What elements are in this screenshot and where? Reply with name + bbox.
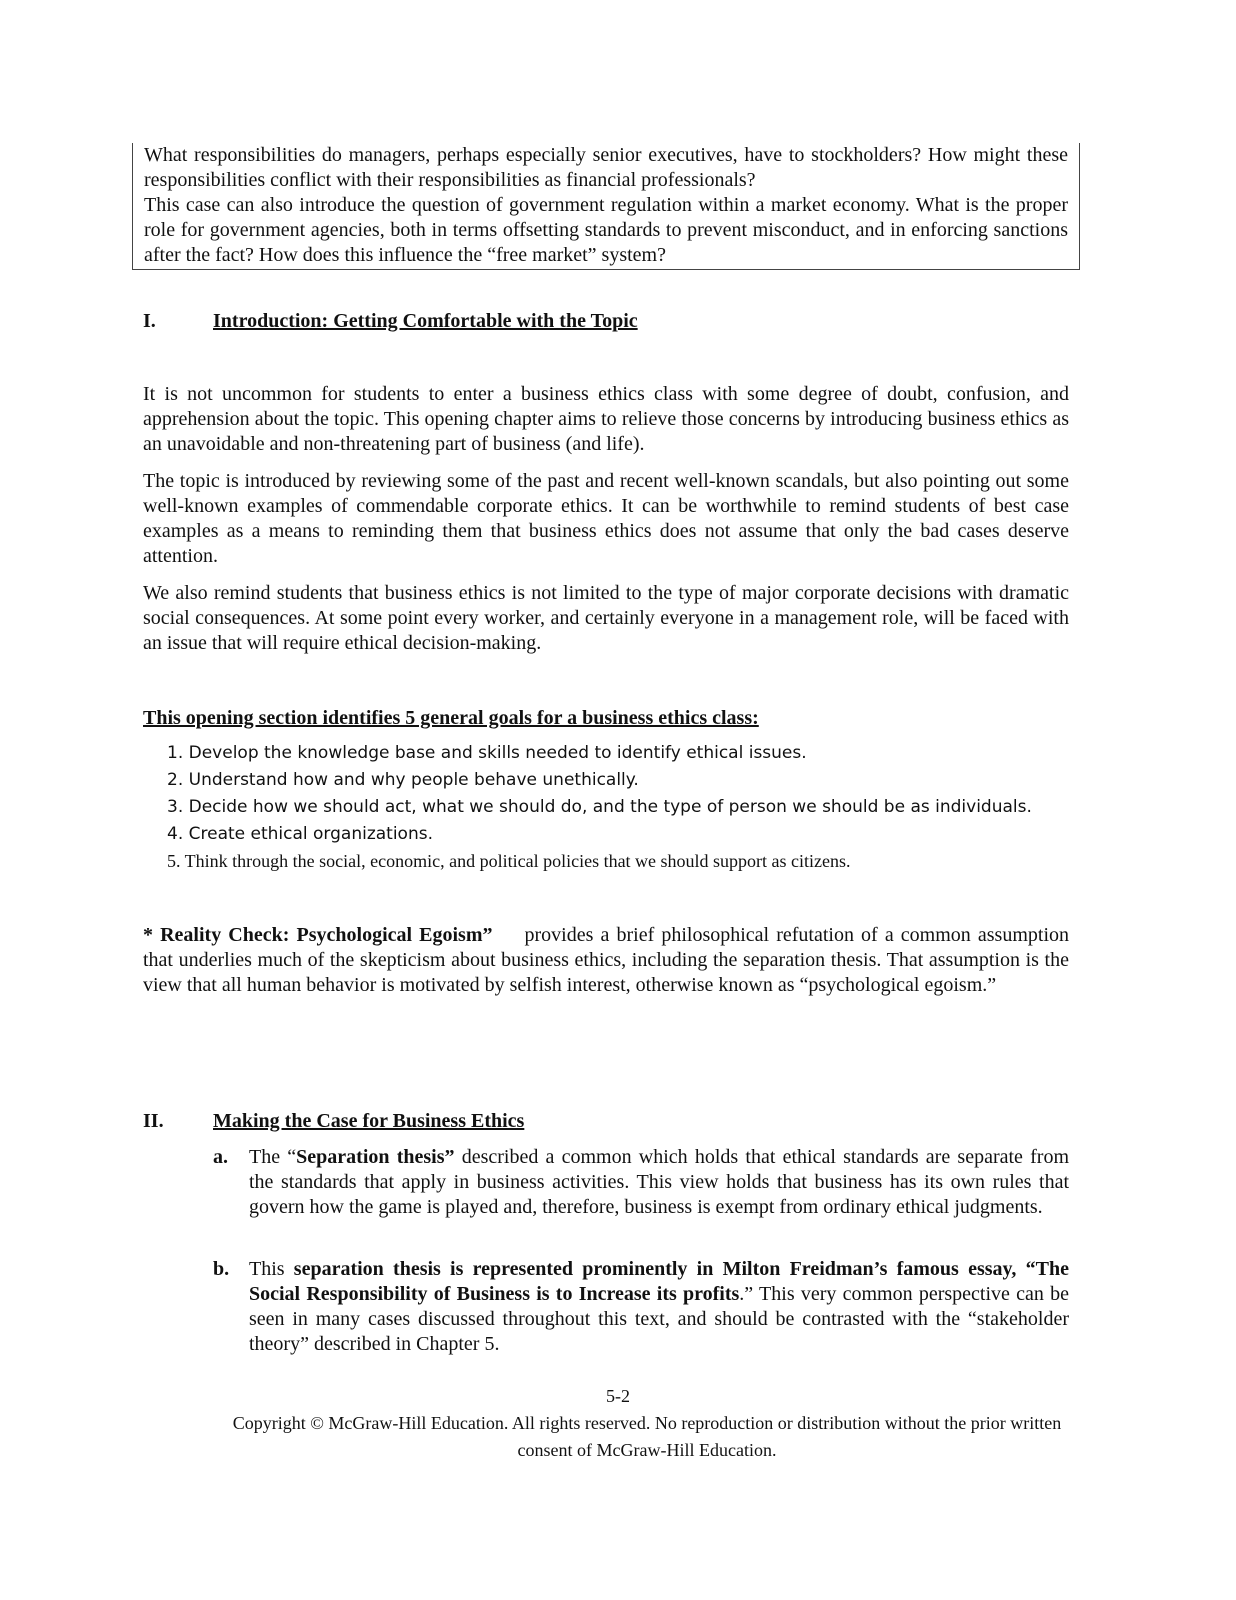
- goals-heading: This opening section identifies 5 general goals for a business ethics class:: [143, 707, 759, 729]
- reality-check-title: * Reality Check: Psychological Egoism”: [143, 924, 493, 946]
- goal-item-2: 2. Understand how and why people behave unethically.: [167, 770, 639, 790]
- item-a-letter: a.: [213, 1146, 228, 1168]
- page-number: 5-2: [606, 1386, 630, 1406]
- section-1-number: I.: [143, 310, 156, 332]
- item-a-pre: The “: [249, 1146, 297, 1168]
- section-2-number: II.: [143, 1110, 164, 1132]
- item-a-post: described a common which holds that ethical standards are separate from the standards that apply in business activities. This view holds that business has its own rules that govern how the game is played and, therefore, business is exempt from ordinary ethical judgments.: [249, 1146, 1069, 1218]
- section-2-item-b: [213, 1257, 1069, 1357]
- case-question-box: [132, 143, 1080, 270]
- box-paragraph-1: What responsibilities do managers, perhaps especially senior executives, have to stockholders? How might these responsibilities conflict with their responsibilities as financial professionals?: [144, 144, 1068, 191]
- reality-check-paragraph: [143, 923, 1069, 998]
- goal-item-4: 4. Create ethical organizations.: [167, 824, 433, 844]
- item-a-text: [249, 1145, 1069, 1220]
- goals-list: [167, 740, 1032, 875]
- reality-check-text: provides a brief philosophical refutation of a common assumption that underlies much of the skepticism about business ethics, including the separation thesis. That assumption is the view that all human behavior is motivated by selfish interest, otherwise known as “psychological egoism.”: [143, 924, 1070, 996]
- intro-paragraph-3: We also remind students that business ethics is not limited to the type of major corporate decisions with dramatic social consequences. At some point every worker, and certainly everyone in a management role, will be faced with an issue that will require ethical decision-making.: [143, 582, 1069, 654]
- item-a-bold: Separation thesis”: [296, 1146, 455, 1168]
- section-1-title: Introduction: Getting Comfortable with the Topic: [213, 310, 638, 332]
- section-2-title: Making the Case for Business Ethics: [213, 1110, 525, 1132]
- intro-paragraph-1: It is not uncommon for students to enter a business ethics class with some degree of doubt, confusion, and apprehension about the topic. This opening chapter aims to relieve those concerns by introducing business ethics as an unavoidable and non-threatening part of business (and life).: [143, 383, 1069, 455]
- item-b-letter: b.: [213, 1258, 230, 1280]
- page-footer: [0, 1383, 1236, 1464]
- item-b-pre: This: [249, 1258, 294, 1280]
- item-b-text: [249, 1257, 1069, 1357]
- intro-paragraph-2: The topic is introduced by reviewing some of the past and recent well-known scandals, but also pointing out some well-known examples of commendable corporate ethics. It can be worthwhile to remind students of best case examples as a means to reminding them that business ethics does not assume that only the bad cases deserve attention.: [143, 470, 1069, 567]
- goal-item-1: 1. Develop the knowledge base and skills needed to identify ethical issues.: [167, 743, 807, 763]
- item-b-post: .” This very common perspective can be seen in many cases discussed throughout this text, and should be contrasted with the “stakeholder theory” described in Chapter 5.: [249, 1283, 1069, 1355]
- copyright-notice: Copyright © McGraw-Hill Education. All rights reserved. No reproduction or distribution without the prior written consent of McGraw-Hill Education.: [232, 1413, 1062, 1460]
- goal-item-3: 3. Decide how we should act, what we should do, and the type of person we should be as individuals.: [167, 797, 1032, 817]
- goal-item-5: 5. Think through the social, economic, and political policies that we should support as citizens.: [167, 851, 851, 871]
- section-2-item-a: [213, 1145, 1069, 1220]
- item-b-bold: separation thesis is represented prominently in Milton Freidman’s famous essay, “The Social Responsibility of Business is to Increase its profits: [249, 1258, 1069, 1305]
- box-paragraph-2: This case can also introduce the question of government regulation within a market economy. What is the proper role for government agencies, both in terms offsetting standards to prevent misconduct, and in enforcing sanctions after the fact? How does this influence the “free market” system?: [144, 194, 1068, 266]
